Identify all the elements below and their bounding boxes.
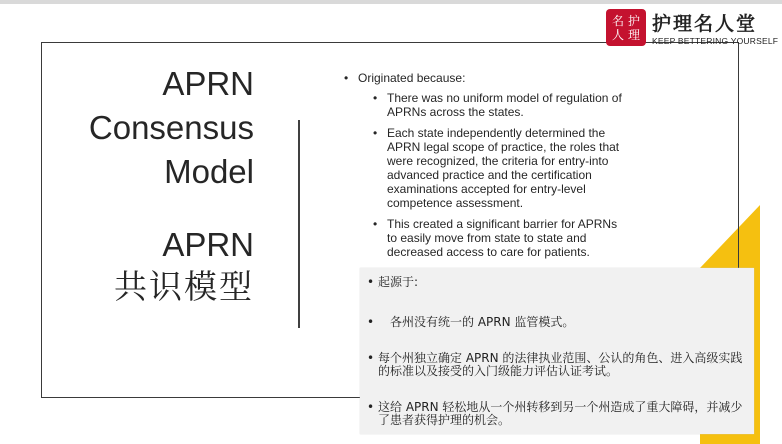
zh-bullet-item: [360, 401, 744, 427]
seal-char: 名: [611, 13, 624, 28]
zh-bullet-heading: [360, 276, 744, 289]
bullet-dot: •: [367, 351, 375, 365]
title-zh-line2: 共识模型: [114, 267, 254, 306]
seal-char: 理: [627, 27, 640, 42]
brand-slogan: KEEP BETTERING YOURSELF: [652, 36, 779, 46]
title-line: Consensus: [88, 109, 254, 146]
zh-heading-text: 起源于:: [378, 275, 419, 289]
zh-bullet-item: [360, 352, 744, 378]
bullet-dot: •: [367, 400, 375, 414]
bullet-heading: • Originated because:: [340, 71, 630, 85]
chinese-translation-panel: [360, 268, 754, 434]
zh-item-text: 每个州独立确定 APRN 的法律执业范围、公认的角色、进入高级实践的标准以及接受的入门级能力评估认证考试。: [378, 351, 743, 378]
title-english: [89, 62, 254, 194]
brand-logo: [606, 9, 779, 49]
title-line: APRN: [162, 65, 254, 102]
english-bullet-list: [340, 71, 630, 266]
bullet-item: • Each state independently determined the APRN legal scope of practice, the roles that were recognized, the criteria for entry-into advanced practice and the certification examinations accepted for entry-level competence assessment.: [340, 126, 630, 210]
brand-name: 护理名人堂: [652, 13, 758, 35]
vertical-divider: [298, 120, 300, 328]
bullet-item: • This created a significant barrier for APRNs to easily move from state to state and decreased access to care for patients.: [340, 217, 630, 259]
logo-seal: [606, 9, 646, 46]
title-line: Model: [164, 153, 254, 190]
zh-item-text: 这给 APRN 轻松地从一个州转移到另一个州造成了重大障碍，并减少了患者获得护理的机会。: [378, 400, 743, 427]
bullet-item: • There was no uniform model of regulation of APRNs across the states.: [340, 91, 630, 119]
zh-bullet-item: [360, 316, 744, 329]
seal-char: 人: [611, 27, 624, 42]
title-zh-line1: APRN: [162, 226, 254, 263]
title-chinese: [114, 224, 254, 308]
seal-char: 护: [627, 13, 640, 28]
bullet-dot: •: [367, 315, 375, 329]
zh-item-text: 各州没有统一的 APRN 监管模式。: [390, 315, 575, 329]
bullet-dot: •: [367, 275, 375, 289]
